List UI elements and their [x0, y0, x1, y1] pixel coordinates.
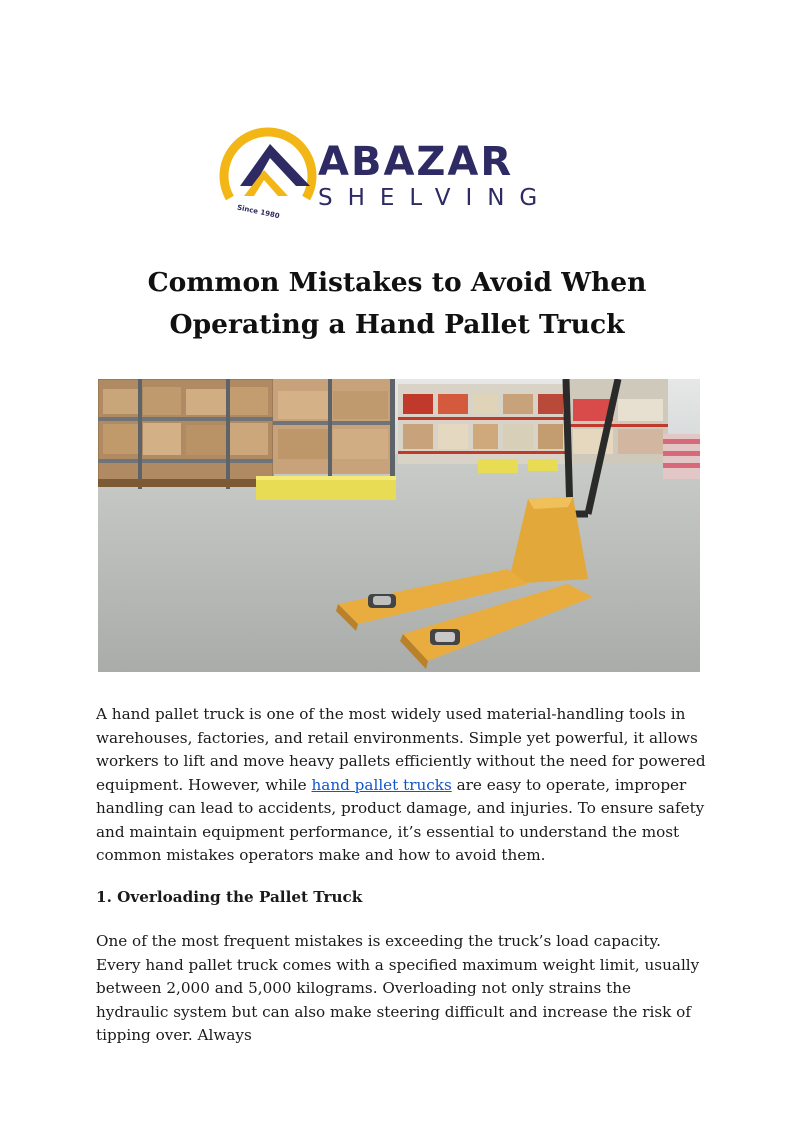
- warehouse-pallet-truck-photo: [98, 379, 700, 672]
- page-title: [97, 262, 697, 346]
- left-racking: [98, 379, 273, 489]
- intro-paragraph: [96, 703, 706, 868]
- intro-text-after-link: are easy to operate, improper handling can lead to accidents, product damage, and injuries. To ensure safety and maintain equipment performance, it’s essential to understand the most common mistakes operators make and how to avoid them.: [96, 775, 705, 864]
- section-1-paragraph: One of the most frequent mistakes is exceeding the truck’s load capacity. Every hand pallet truck comes with a specified maximum weight limit, usually between 2,000 and 5,000 kilograms. Overloading not only strains the hydraulic system but can also make steering difficult and increase the risk of tipping over. Always: [96, 932, 700, 1044]
- title-line-2: Operating a Hand Pallet Truck: [169, 309, 625, 340]
- title-line-1: Common Mistakes to Avoid When: [147, 267, 647, 298]
- logo-wordmark: [318, 139, 563, 211]
- section-1-heading: 1. Overloading the Pallet Truck: [96, 888, 363, 906]
- far-racking: [398, 384, 568, 473]
- logo-subtitle: SHELVING: [318, 185, 553, 211]
- hand-pallet-trucks-link[interactable]: hand pallet trucks: [311, 775, 452, 794]
- intro-text-before-link: A hand pallet truck is one of the most widely used material-handling tools in warehouses, factories, and retail environments. Simple yet powerful, it allows workers to lift and move heavy pallets efficiently without the need for powered equipment. However, while: [96, 705, 706, 794]
- logo-brand: ABAZAR: [318, 139, 514, 185]
- mid-racking: [273, 379, 395, 479]
- logo-since-text: Since 1980: [236, 203, 281, 221]
